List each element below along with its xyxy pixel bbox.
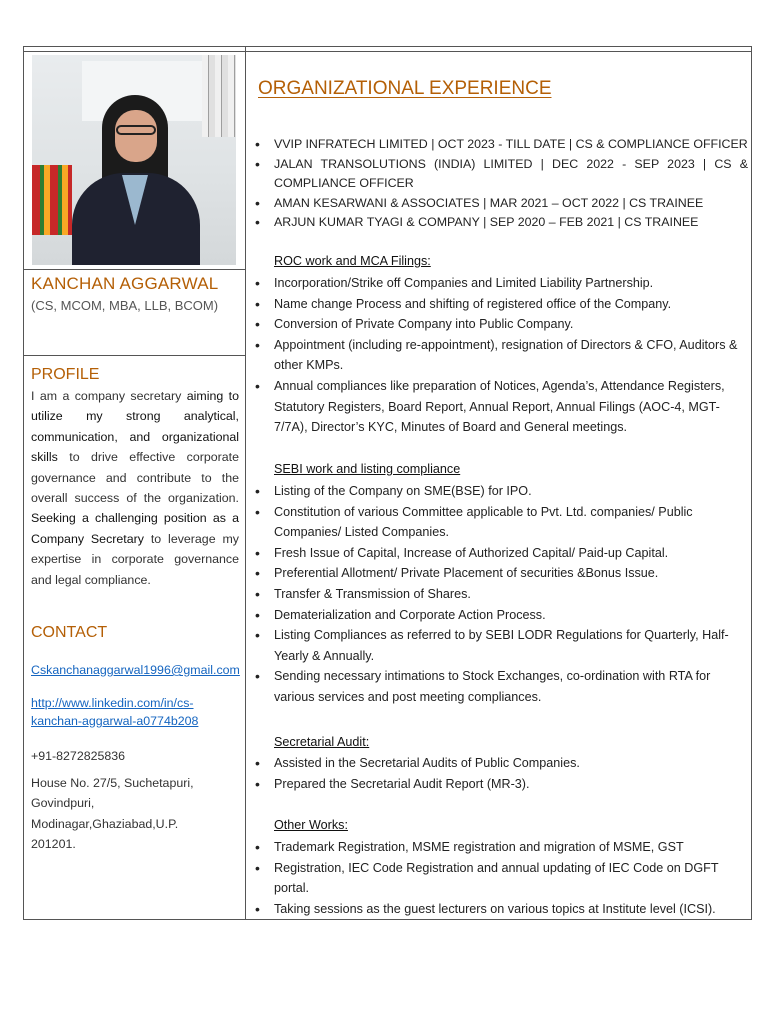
audit-list	[254, 753, 748, 794]
profile-divider	[24, 355, 245, 356]
list-item: • Prepared the Secretarial Audit Report (MR-3).	[254, 774, 748, 795]
list-item: • Assisted in the Secretarial Audits of Public Companies.	[254, 753, 748, 774]
roc-list	[254, 273, 748, 438]
list-item: • VVIP INFRATECH LIMITED | OCT 2023 - TILL DATE | CS & COMPLIANCE OFFICER	[254, 135, 748, 155]
list-item: • Transfer & Transmission of Shares.	[254, 584, 748, 605]
resume-sheet	[23, 46, 752, 920]
address: House No. 27/5, Suchetapuri, Govindpuri, Modinagar,Ghaziabad,U.P. 201201.	[31, 776, 194, 852]
profile-summary: I am a company secretary aiming to utilize my strong analytical, communication, and organizational skills to drive effective corporate governance and contribute to the overall success of the organization. Seeking a challenging position as a Company Secretary to leverage my expertise in corporate governance and legal compliance.	[31, 389, 239, 587]
list-item: • Trademark Registration, MSME registration and migration of MSME, GST	[254, 837, 748, 858]
list-item: • Name change Process and shifting of registered office of the Company.	[254, 294, 748, 315]
list-item: • Taking sessions as the guest lecturers on various topics at Institute level (ICSI).	[254, 899, 748, 920]
list-item: • Annual compliances like preparation of Notices, Agenda’s, Attendance Registers, Statutory Registers, Board Report, Annual Report, Annual Filings (AOC-4, MGT-7/7A), Director’s KYC, Minutes of Board and General meetings.	[254, 376, 748, 438]
list-item: • Dematerialization and Corporate Action Process.	[254, 605, 748, 626]
list-item: • Constitution of various Committee applicable to Pvt. Ltd. companies/ Public Companies/ Listed Companies.	[254, 502, 748, 543]
list-item: • Sending necessary intimations to Stock Exchanges, co-ordination with RTA for various services and post meeting compliances.	[254, 666, 748, 707]
profile-heading: PROFILE	[31, 366, 100, 383]
sebi-heading: SEBI work and listing compliance	[274, 462, 461, 476]
list-item: • AMAN KESARWANI & ASSOCIATES | MAR 2021 – OCT 2022 | CS TRAINEE	[254, 194, 748, 214]
person-qualifications: (CS, MCOM, MBA, LLB, BCOM)	[31, 298, 219, 313]
linkedin-link[interactable]: http://www.linkedin.com/in/cs- kanchan-aggarwal-a0774b208	[31, 696, 199, 728]
list-item: • Listing Compliances as referred to by SEBI LODR Regulations for Quarterly, Half- Yearly & Annually.	[254, 625, 748, 666]
list-item: • Appointment (including re-appointment), resignation of Directors & CFO, Auditors & other KMPs.	[254, 335, 748, 376]
roc-heading: ROC work and MCA Filings:	[274, 254, 431, 268]
phone-number: +91-8272825836	[31, 749, 126, 763]
other-list	[254, 837, 748, 919]
list-item: • Listing of the Company on SME(BSE) for IPO.	[254, 481, 748, 502]
profile-photo	[32, 55, 236, 265]
other-heading: Other Works:	[274, 818, 348, 832]
experience-heading: ORGANIZATIONAL EXPERIENCE	[258, 78, 552, 99]
name-divider	[24, 269, 245, 270]
list-item: • Preferential Allotment/ Private Placement of securities &Bonus Issue.	[254, 563, 748, 584]
person-name: KANCHAN AGGARWAL	[31, 274, 219, 293]
left-column	[24, 47, 245, 919]
list-item: • Incorporation/Strike off Companies and Limited Liability Partnership.	[254, 273, 748, 294]
audit-heading: Secretarial Audit:	[274, 735, 370, 749]
experience-list	[254, 135, 748, 233]
list-item: • Registration, IEC Code Registration and annual updating of IEC Code on DGFT portal.	[254, 858, 748, 899]
list-item: • Fresh Issue of Capital, Increase of Authorized Capital/ Paid-up Capital.	[254, 543, 748, 564]
email-link[interactable]: Cskanchanaggarwal1996@gmail.com	[31, 663, 240, 677]
list-item: • ARJUN KUMAR TYAGI & COMPANY | SEP 2020 – FEB 2021 | CS TRAINEE	[254, 213, 748, 233]
contact-heading: CONTACT	[31, 624, 108, 641]
list-item: • JALAN TRANSOLUTIONS (INDIA) LIMITED | DEC 2022 - SEP 2023 | CS & COMPLIANCE OFFICER	[254, 155, 748, 194]
list-item: • Conversion of Private Company into Public Company.	[254, 314, 748, 335]
sebi-list	[254, 481, 748, 708]
right-column	[246, 47, 753, 919]
